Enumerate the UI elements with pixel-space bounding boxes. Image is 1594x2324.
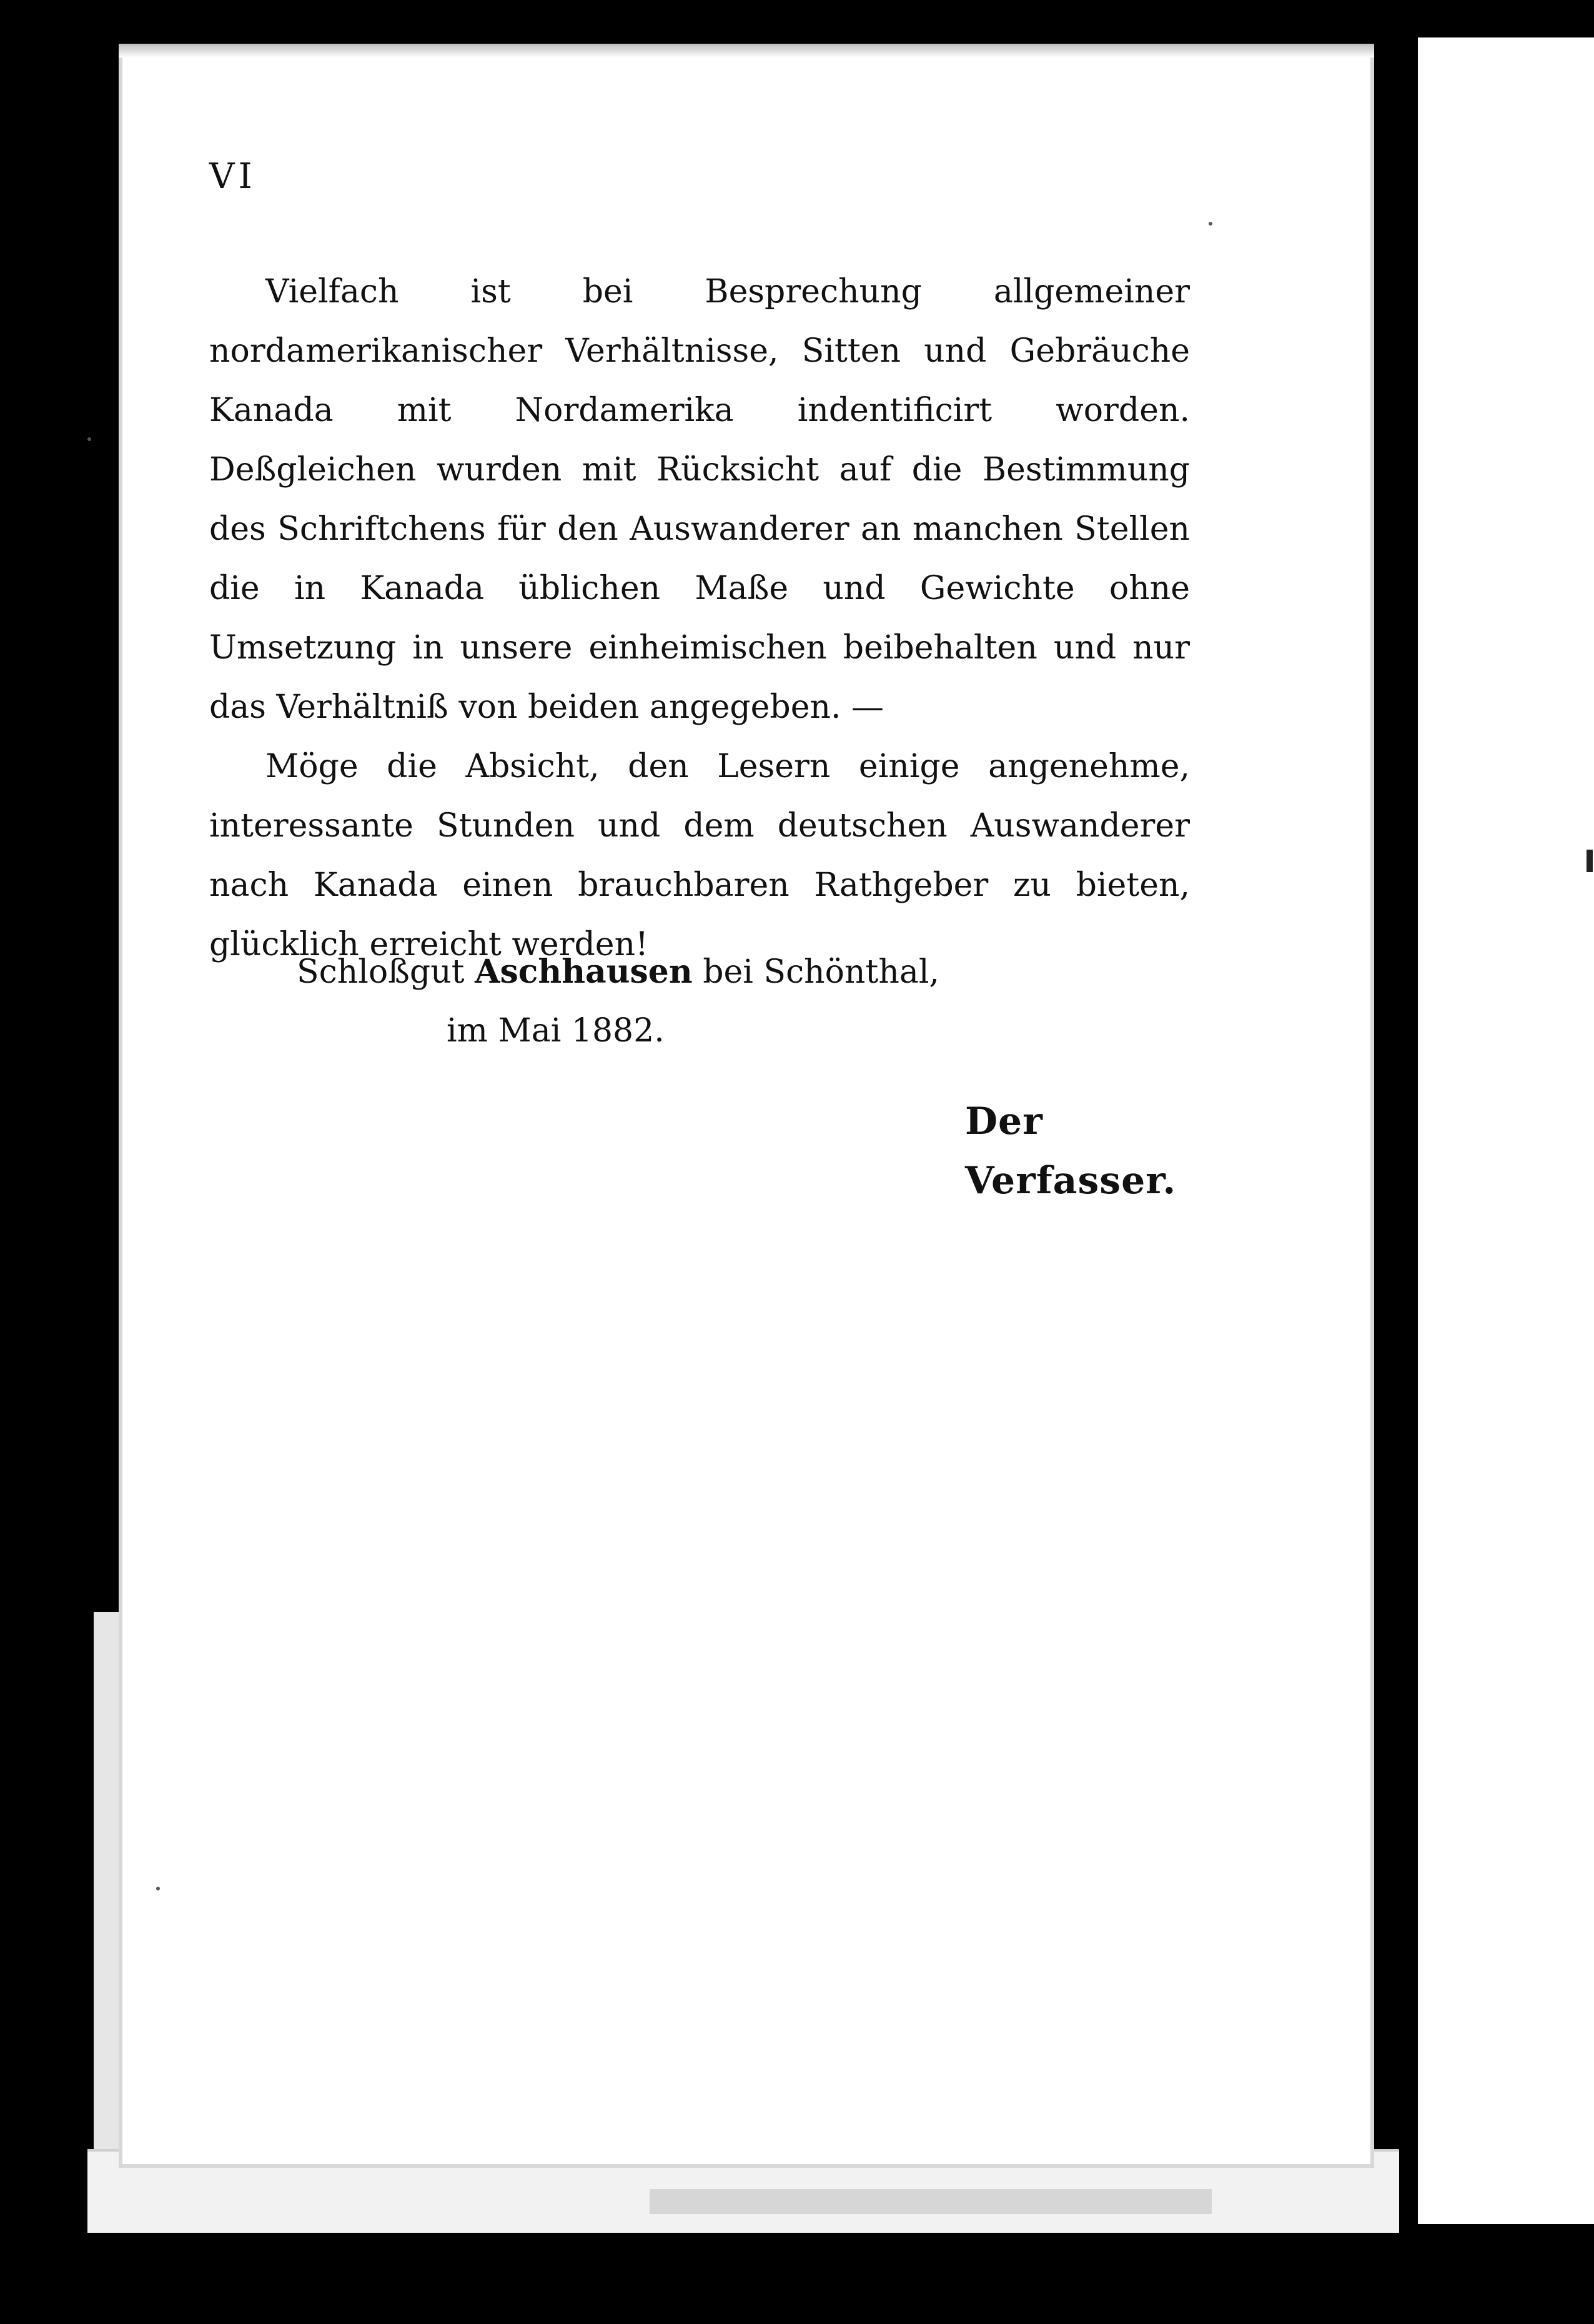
place-name: Aschhausen (475, 953, 693, 991)
scan-speck (87, 437, 91, 441)
scan-speck (1209, 222, 1212, 226)
body-text (209, 262, 1190, 975)
page-top-edge (119, 44, 1374, 57)
page-gap (1374, 37, 1418, 2224)
date-line: im Mai 1882. (447, 1012, 665, 1050)
facing-page (1418, 37, 1594, 2224)
book-block-stripe (650, 2189, 1212, 2214)
paragraph-1: Vielfach ist bei Besprechung allgemeiner nordamerikanischer Verhältnisse, Sitten und Gebräuche Kanada mit Nordamerika indentificirt worden. Deßgleichen wurden mit Rücksicht auf die Bestimmung des Schriftchens für den Auswanderer an manchen Stellen die in Kanada üblichen Maße und Gewichte ohne Umsetzung in unsere einheimischen beibehalten und nur das Verhältniß von beiden angegeben. — (209, 273, 1190, 726)
author-signature: Der Verfasser. (965, 1100, 1177, 1203)
facing-page-mark (1587, 850, 1593, 872)
scan-speck (156, 1887, 160, 1890)
place-line (297, 942, 939, 1002)
binding-edge (94, 1612, 121, 2174)
paragraph-2: Möge die Absicht, den Lesern einige angenehme, interessante Stunden und dem deutschen Auswanderer nach Kanada einen brauchbaren Rathgeber zu bieten, glücklich erreicht werden! (209, 748, 1190, 963)
page-number: VI (209, 156, 256, 197)
place-suffix: bei Schönthal, (703, 953, 940, 991)
place-prefix: Schloßgut (297, 953, 465, 991)
